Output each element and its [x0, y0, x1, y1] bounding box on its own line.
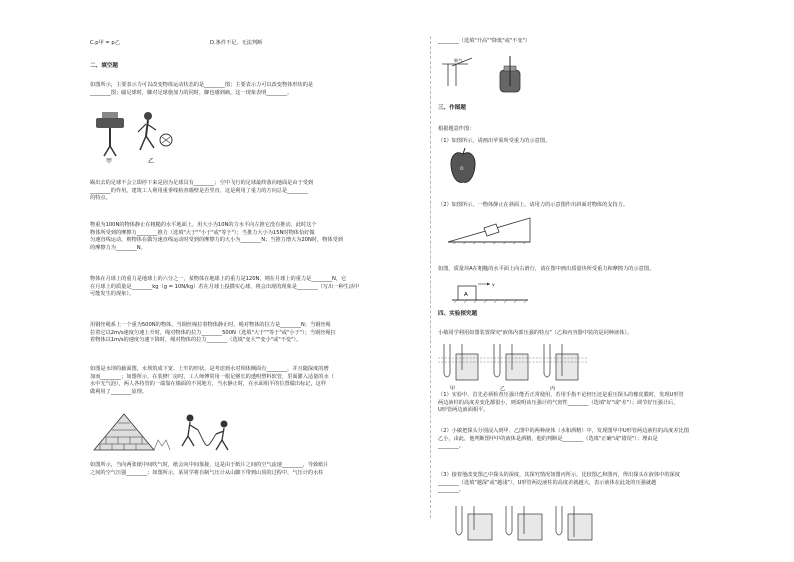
question-6-line: 如图是水坝的截面图，水坝筑成下宽、上窄的形状，是考虑到水对坝体侧面有________，并且随深度的增: [90, 366, 329, 372]
gauge-jia-2: [456, 506, 492, 540]
dam-cross-section: [94, 414, 170, 450]
label-yi: 乙: [500, 386, 506, 392]
column-divider: [430, 36, 431, 518]
question-1-line: ________图；磁足球时，脚对足球施加力的同时，脚也感到痛，这一现象表明________。: [90, 89, 293, 96]
q6-figure: [90, 410, 240, 452]
question-2: [90, 180, 415, 203]
figure-jia-person: [96, 112, 124, 156]
question-3: [90, 222, 415, 252]
workers-with-tube: [182, 415, 228, 451]
section-drawing-title: 三、作图题: [438, 105, 466, 111]
label-yi: 乙: [148, 158, 155, 165]
block-label: A: [464, 292, 468, 298]
block-sliding-figure: [452, 278, 532, 304]
gauge-bing: [544, 344, 578, 392]
experiment-question-2-line: 乙小，由此，他判断图甲中的液体是酒精，他的判断是________（选填"正确"或"错误"）；理由是: [438, 435, 658, 442]
gauge-yi: [494, 344, 528, 392]
question-3-line: 物重为100N的物体静止在粗糙的水平地面上，用大小为10N的力水平向左推它没有推动，此时这个: [90, 222, 317, 228]
question-6-line: 水中无气泡），两人各持管的一端靠在墙面的不同地方，当水静止时，在水面相平的位置做出标记，这样: [90, 381, 327, 388]
question-7: [90, 462, 415, 477]
velocity-label: v: [492, 283, 495, 288]
question-2-line: ________的作用。建筑工人利用重垂线检查墙壁是否竖直，这是利用了重力的方向总是________: [90, 187, 308, 194]
label-bing: 丙: [550, 386, 556, 392]
paper-blowing-figure: [442, 57, 472, 86]
label-jia: 甲: [106, 158, 113, 165]
question-3-line: 的摩擦力为________N。: [90, 244, 146, 251]
pressure-gauge-figures-2: [452, 504, 602, 544]
gauge-bing-2: [556, 506, 592, 540]
question-6: [90, 366, 415, 396]
question-5-line: 着物体以1m/s的速度匀速下降时，绳对物体的拉力________（选填"变大""变小"或"不变"）。: [90, 337, 302, 344]
question-4-line: 可能发生的现象）。: [90, 291, 135, 298]
question-6-line: 加而________；如图所示，在装修厂房时，工人师傅常用一根足够长的透明塑料软管，里面灌入适量的水（: [90, 373, 334, 380]
incline-figure: [444, 212, 534, 244]
apple-center-mark: o: [460, 165, 464, 172]
drawing-intro: 根据题意作图：: [438, 126, 475, 132]
question-6-line: 做利用了________原理。: [90, 388, 148, 395]
question-5: [90, 322, 415, 345]
question-3-line: 匀速直线运动，则物体在做匀速直线运动时受到的摩擦力的大小为________N；当推力增大为20N时，物体受到: [90, 237, 343, 244]
drawing-question-3: 如图，质量块A在粗糙的水平面上向右滑行，请在图中画出质量块所受重力和摩擦力的示意图。: [438, 266, 655, 272]
gauge-jia: [444, 344, 478, 392]
q7-figures: [438, 56, 538, 96]
question-4-line: 在月球上的质量是________kg（g = 10N/kg）若在月球上投掷实心球，将会出现的现象是________（写出一种生活中: [90, 283, 360, 290]
question-3-line: 物体所受到的摩擦力________推力（选填"大于""小于"或"等于"）；当推力大小为15N时物体恰好做: [90, 229, 315, 236]
experiment-question-1: [438, 392, 783, 415]
question-4-line: 物体在月球上的重力是地球上的六分之一，某物体在地球上的重力是120N，则在月球上的重力是________N，它: [90, 276, 347, 282]
section-experiment-title: 四、实验探究题: [438, 311, 478, 317]
experiment-question-1-line: （1）实验中，首先必须检查压强计能否正常使用，若用手指不论轻压还是重压探头的橡皮膜时，发现U形管: [438, 392, 684, 398]
question-2-line: 踢出去的足球不会立即停下来是因为足球具有________；空中飞行的足球最终落向地面是由于受到: [90, 180, 314, 186]
experiment-question-3-line: ________（选填"越深"或"越浅"），U形管两边液柱的高度差就越大，表示液体在此处的压强就越: [438, 479, 657, 486]
block-on-incline: [484, 224, 499, 236]
apple-figure: [448, 148, 478, 188]
straw-label: 吸气: [454, 58, 463, 63]
question-7-line: 如图所示，当向两张纸中间吹气时，纸会向中间靠拢，这是由于纸片之间的空气流速________，导致纸片: [90, 462, 329, 468]
gauge-yi-2: [506, 506, 542, 540]
question-2-line: 的特点。: [90, 195, 111, 202]
question-4: [90, 276, 415, 299]
experiment-question-2-line: ________。: [438, 443, 464, 450]
experiment-question-1-line: 两边液柱的高度差变化都很小，则说明该压强计的气密性________（选填"好"或"差"）；调节好压强计后，: [438, 399, 679, 406]
experiment-question-3-line: ________。: [438, 487, 464, 494]
pressure-gauge-figures: [438, 340, 588, 392]
question-5-line: 拉着它以2m/s速度匀速上升时，绳对物体的拉力________500N（选填"大于""等于"或"小于"）；当钢丝绳拉: [90, 329, 336, 336]
q7-continuation: ________（选填"升高""降低"或"不变"）: [438, 38, 531, 44]
barometer-bottle: [500, 56, 520, 92]
experiment-question-1-line: U形管两边液面相平。: [438, 407, 489, 414]
experiment-question-3-line: （3）接着他改变图乙中探头的深度，其探究情况如图丙所示，比较图乙和图丙，得出探头在液体中的深度: [438, 472, 680, 478]
option-d: D.条件不足，无法判断: [210, 40, 263, 46]
option-c: C.p甲 = p乙: [90, 40, 120, 46]
question-1-line: 如图所示，主要表示力可以改变物体运动状态的是________图；主要表示力可以改变物体形状的是: [90, 82, 314, 88]
question-7-line: 之间的空气压强________；如图所示，某同学将自制气压计从山脚下带到山顶的过程中，气压计的水柱: [90, 469, 324, 476]
experiment-question-3: [438, 472, 783, 495]
experiment-question-2: [438, 428, 783, 451]
drawing-question-1: （1）如图所示，请画出苹果所受重力的示意图。: [438, 138, 551, 144]
section-fill-blank-title: 二、填空题: [90, 63, 118, 69]
question-5-line: 用钢丝绳系上一个重为500N的物体，当钢丝绳拉着物体静止时，绳对物体的拉力是________N；当钢丝绳: [90, 322, 331, 328]
figure-yi-person: [138, 112, 172, 150]
drawing-question-2: （2）如图所示，一物体静止在斜面上，请用力的示意图作出斜面对物体的支持力。: [438, 202, 629, 208]
experiment-intro: 小敏同学利用如图装置探究"液体内部压强的特点"（乙和丙容器中装的是同种液体）。: [438, 330, 633, 336]
label-jia: 甲: [450, 386, 456, 392]
experiment-question-2-line: （2）小敏把探头分别浸入到甲、乙图中的两种液体（水和酒精）中，发现图甲中U形管两边液柱的高度差比图: [438, 428, 689, 434]
question-1: [90, 82, 415, 97]
q1-figure: [90, 110, 185, 165]
